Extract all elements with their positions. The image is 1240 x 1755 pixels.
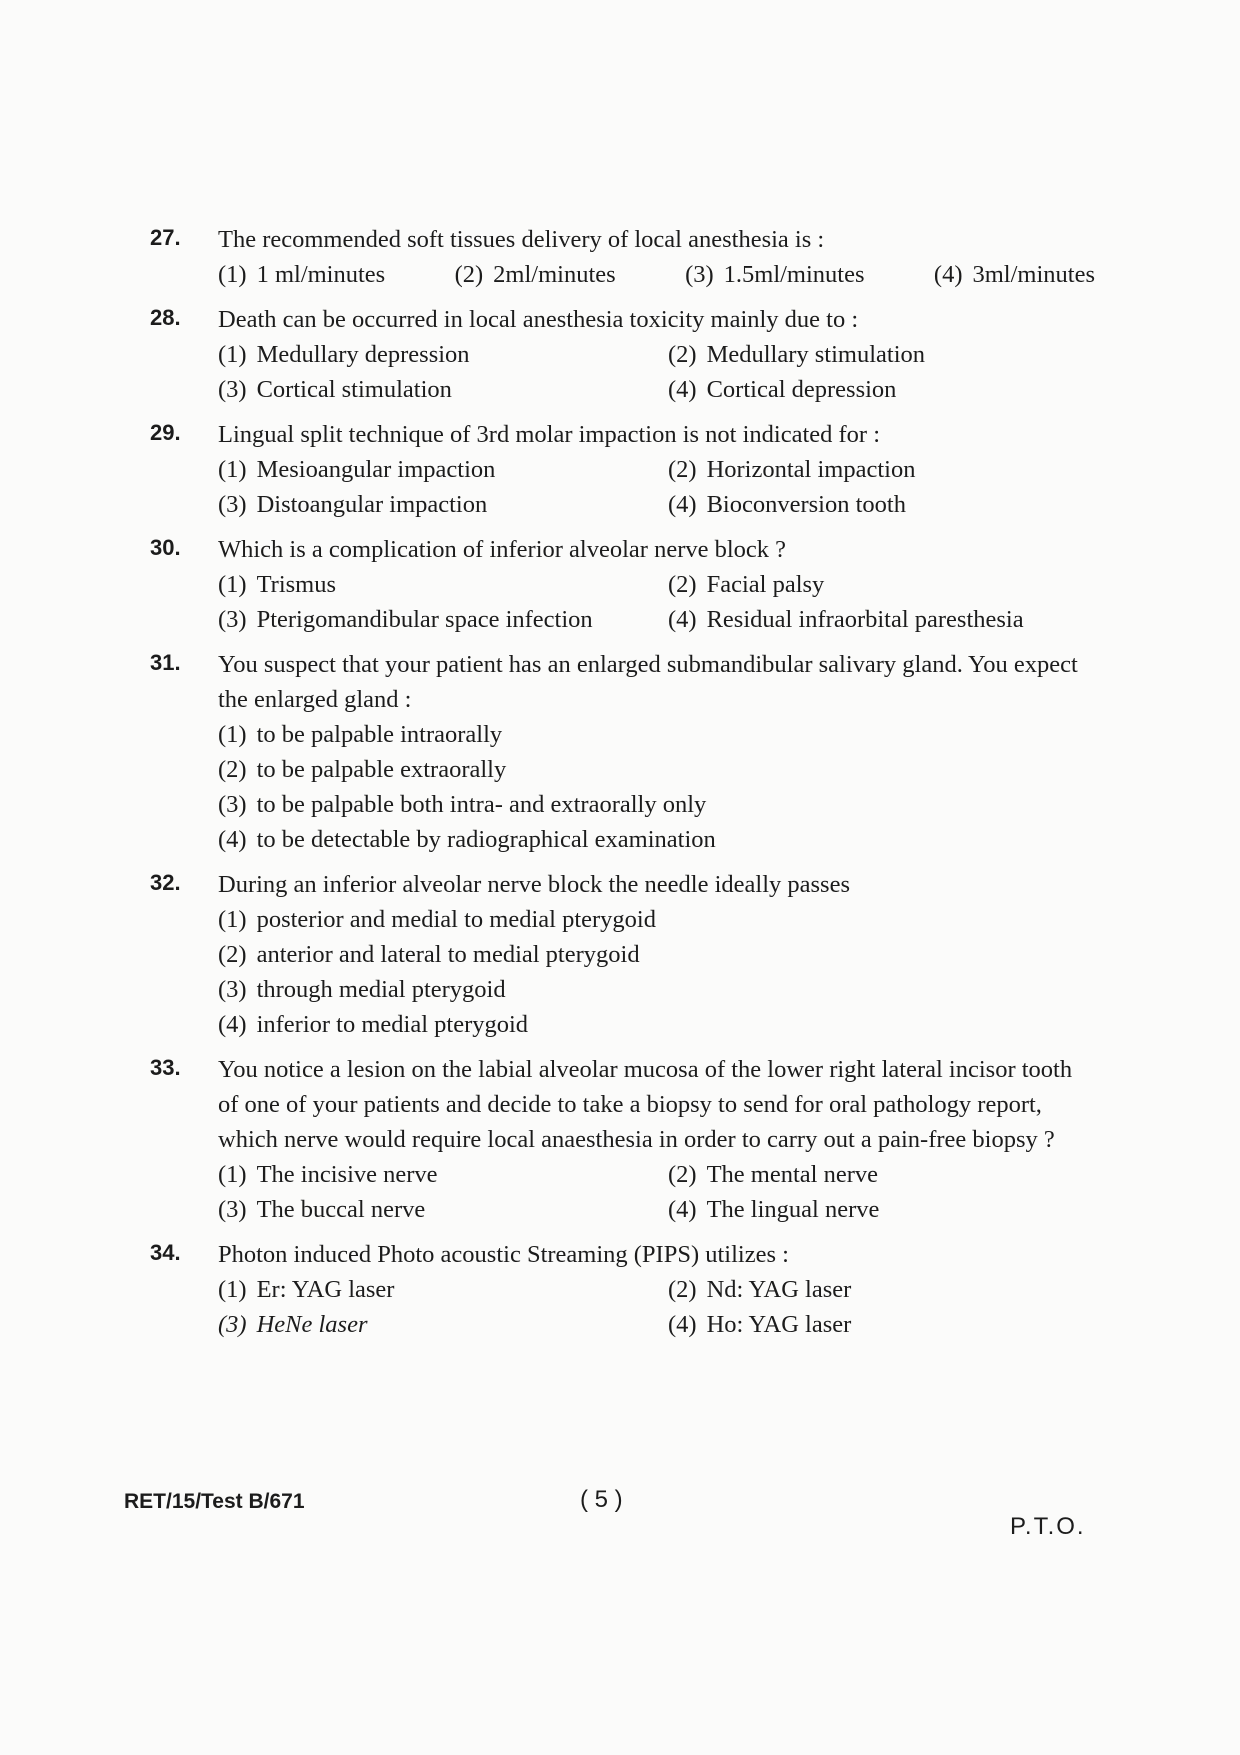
option-number: (4): [668, 1311, 697, 1338]
answer-options: [218, 717, 1095, 857]
answer-options: [218, 902, 1095, 1042]
answer-option: [218, 372, 668, 407]
option-number: (2): [668, 1276, 697, 1303]
option-number: (3): [218, 1311, 247, 1338]
option-text: Bioconversion tooth: [706, 491, 906, 518]
option-text: Residual infraorbital paresthesia: [706, 606, 1024, 633]
answer-option: [218, 752, 1095, 787]
answer-options: [218, 337, 1095, 407]
option-text: through medial pterygoid: [256, 976, 506, 1003]
option-text: 1.5ml/minutes: [723, 261, 865, 288]
question-number: 32.: [150, 870, 181, 895]
option-number: (2): [218, 756, 247, 783]
option-number: (4): [668, 606, 697, 633]
answer-option: [685, 257, 864, 292]
option-text: to be detectable by radiographical examination: [256, 826, 716, 853]
test-code: RET/15/Test B/671: [124, 1490, 305, 1513]
question-text: The recommended soft tissues delivery of local anesthesia is :: [218, 226, 825, 253]
option-number: (1): [218, 906, 247, 933]
answer-option: [218, 937, 1095, 972]
answer-option: [218, 1007, 1095, 1042]
answer-option: [218, 1157, 668, 1192]
option-number: (2): [668, 1161, 697, 1188]
option-text: Trismus: [256, 571, 337, 598]
answer-option: [218, 717, 1095, 752]
answer-option: [218, 902, 1095, 937]
answer-option: [218, 972, 1095, 1007]
option-number: (1): [218, 1276, 247, 1303]
answer-option: [455, 257, 616, 292]
question: [150, 1237, 1095, 1342]
question-text: Lingual split technique of 3rd molar impaction is not indicated for :: [218, 421, 881, 448]
question-number: 30.: [150, 535, 181, 560]
question-body: [218, 532, 1095, 637]
question-body: [218, 1237, 1095, 1342]
answer-option: [218, 1192, 668, 1227]
option-number: (4): [933, 261, 963, 288]
answer-option: [218, 822, 1095, 857]
option-number: (3): [218, 376, 247, 403]
option-text: Er: YAG laser: [256, 1276, 395, 1303]
page-number: ( 5 ): [580, 1486, 623, 1513]
answer-option: [668, 602, 1095, 637]
option-text: Distoangular impaction: [256, 491, 488, 518]
question-number: 33.: [150, 1055, 181, 1080]
question-number: 27.: [150, 225, 181, 250]
option-number: (3): [218, 606, 247, 633]
option-text: Ho: YAG laser: [706, 1311, 852, 1338]
answer-option: [668, 337, 1095, 372]
option-text: Cortical stimulation: [256, 376, 452, 403]
option-text: Medullary depression: [256, 341, 470, 368]
answer-option: [218, 337, 668, 372]
question: [150, 867, 1095, 1042]
option-text: inferior to medial pterygoid: [256, 1011, 529, 1038]
option-number: (3): [218, 976, 247, 1003]
option-number: (4): [218, 826, 247, 853]
option-text: 1 ml/minutes: [256, 261, 386, 288]
answer-option: [218, 257, 385, 292]
option-number: (1): [218, 571, 247, 598]
question-text: Which is a complication of inferior alveolar nerve block ?: [218, 536, 787, 563]
question: [150, 532, 1095, 637]
question-number: 31.: [150, 650, 181, 675]
option-number: (3): [218, 791, 247, 818]
answer-option: [668, 452, 1095, 487]
question-text: During an inferior alveolar nerve block the needle ideally passes: [218, 871, 850, 898]
option-text: 3ml/minutes: [972, 261, 1095, 288]
question: [150, 647, 1095, 857]
option-text: Cortical depression: [706, 376, 897, 403]
option-text: Facial palsy: [706, 571, 825, 598]
answer-option: [668, 567, 1095, 602]
option-number: (4): [668, 1196, 697, 1223]
question-list: [150, 222, 1095, 1352]
answer-option: [218, 1272, 668, 1307]
question-body: [218, 1052, 1095, 1227]
option-number: (1): [218, 721, 247, 748]
answer-option: [668, 372, 1095, 407]
option-number: (1): [218, 1161, 247, 1188]
option-number: (3): [218, 491, 247, 518]
option-number: (1): [218, 456, 247, 483]
answer-option: [218, 567, 668, 602]
option-text: posterior and medial to medial pterygoid: [256, 906, 656, 933]
option-text: Mesioangular impaction: [256, 456, 496, 483]
option-text: anterior and lateral to medial pterygoid: [256, 941, 640, 968]
option-text: to be palpable intraorally: [256, 721, 503, 748]
question-text: Death can be occurred in local anesthesia toxicity mainly due to :: [218, 306, 859, 333]
option-text: The mental nerve: [706, 1161, 878, 1188]
answer-option: [668, 487, 1095, 522]
answer-option: [668, 1192, 1095, 1227]
question-body: [218, 302, 1095, 407]
answer-option: [218, 487, 668, 522]
answer-option: [668, 1307, 1095, 1342]
question-body: [218, 417, 1095, 522]
answer-options: [218, 1157, 1095, 1227]
answer-options: [218, 257, 1095, 292]
option-text: Medullary stimulation: [706, 341, 926, 368]
answer-option: [668, 1157, 1095, 1192]
option-number: (4): [668, 491, 697, 518]
option-number: (4): [668, 376, 697, 403]
question-body: [218, 222, 1095, 292]
question-number: 29.: [150, 420, 181, 445]
option-text: HeNe laser: [256, 1311, 368, 1338]
option-number: (3): [218, 1196, 247, 1223]
option-number: (1): [218, 261, 247, 288]
answer-option: [668, 1272, 1095, 1307]
answer-option: [218, 1307, 668, 1342]
option-text: Nd: YAG laser: [706, 1276, 852, 1303]
option-number: (2): [454, 261, 484, 288]
question-text: You notice a lesion on the labial alveolar mucosa of the lower right lateral incisor tooth of one of your patients and decide to take a biopsy to send for oral pathology report, which nerve would require local anaesthesia in order to carry out a pain-free biopsy ?: [218, 1056, 1073, 1153]
answer-options: [218, 452, 1095, 522]
option-text: The buccal nerve: [256, 1196, 426, 1223]
answer-options: [218, 1272, 1095, 1342]
question: [150, 1052, 1095, 1227]
option-number: (2): [668, 456, 697, 483]
question-text: Photon induced Photo acoustic Streaming (PIPS) utilizes :: [218, 1241, 789, 1268]
answer-option: [218, 787, 1095, 822]
option-number: (2): [668, 341, 697, 368]
option-number: (4): [218, 1011, 247, 1038]
please-turn-over: P.T.O.: [1010, 1513, 1086, 1540]
option-text: 2ml/minutes: [493, 261, 616, 288]
question-number: 34.: [150, 1240, 181, 1265]
option-number: (3): [685, 261, 714, 288]
question-body: [218, 867, 1095, 1042]
question-number: 28.: [150, 305, 181, 330]
answer-option: [934, 257, 1095, 292]
option-number: (2): [668, 571, 697, 598]
option-text: The incisive nerve: [256, 1161, 438, 1188]
option-text: Pterigomandibular space infection: [256, 606, 593, 633]
option-number: (2): [218, 941, 247, 968]
question-body: [218, 647, 1095, 857]
question-text: You suspect that your patient has an enlarged submandibular salivary gland. You expect the enlarged gland :: [218, 651, 1078, 713]
answer-option: [218, 452, 668, 487]
answer-option: [218, 602, 668, 637]
option-number: (1): [218, 341, 247, 368]
option-text: to be palpable both intra- and extraorally only: [256, 791, 707, 818]
answer-options: [218, 567, 1095, 637]
question: [150, 222, 1095, 292]
question: [150, 417, 1095, 522]
option-text: to be palpable extraorally: [256, 756, 507, 783]
option-text: Horizontal impaction: [706, 456, 916, 483]
option-text: The lingual nerve: [706, 1196, 880, 1223]
question: [150, 302, 1095, 407]
